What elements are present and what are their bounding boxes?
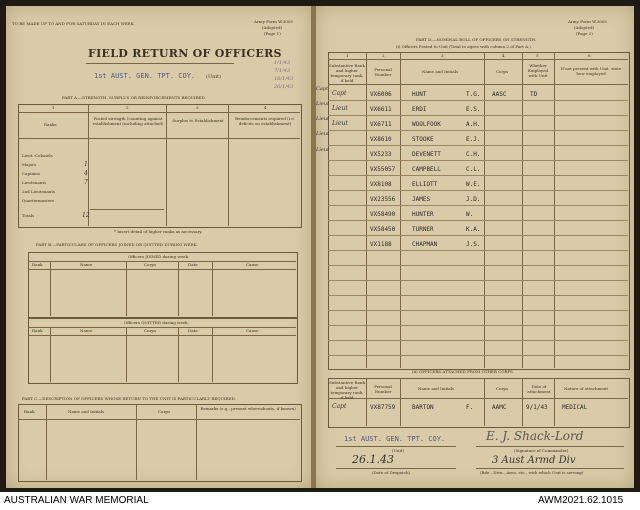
quitted-col-cause: Cause — [246, 328, 259, 333]
col-header-ranks: Ranks — [44, 122, 57, 127]
part-a-title: PART A.—STRENGTH, SURPLUS OR REINFORCEMENTS REQUIRED. — [62, 95, 206, 100]
unit-label-2: (Unit) — [392, 448, 404, 453]
part-c-col-rank: Rank — [24, 409, 35, 414]
roll-header-how-employed: If not present with Unit, state how employed — [560, 66, 622, 76]
part-d-sub: (i) Officers Posted to Unit (Total to agree with column 2 of Part A.) — [396, 44, 531, 49]
joined-col-cause: Cause — [246, 262, 259, 267]
roll-col-number-2: 2 — [382, 53, 385, 58]
col-header-posted: Posted strength (counting against establishment (including attached) — [92, 116, 164, 126]
col-number-2: 2 — [126, 105, 129, 110]
roll-col-number-5: 5 — [536, 53, 539, 58]
attached-header-name: Name and Initials — [418, 386, 455, 391]
col-number-4: 4 — [264, 105, 267, 110]
joined-title: Officers JOINED during week. — [128, 254, 190, 259]
quitted-col-corps: Corps — [144, 328, 156, 333]
attached-header-nature: Nature of attachment — [564, 386, 608, 391]
footer-credit: AUSTRALIAN WAR MEMORIAL — [4, 495, 149, 506]
unit-stamp: 1st AUST. GEN. TPT. COY. — [94, 72, 196, 80]
joined-col-corps: Corps — [144, 262, 156, 267]
part-c-col-remarks: Remarks (e.g., present whereabouts, if known) — [200, 406, 296, 411]
signature-label: (Signature of Commander) — [514, 448, 569, 453]
rank-totals: Totals — [22, 213, 35, 218]
col-number-3: 3 — [196, 105, 199, 110]
roll-header-corps: Corps — [496, 69, 508, 74]
header-note: TO BE MADE UP TO AND FOR SATURDAY IN EACH WEEK — [12, 21, 134, 26]
rank-2nd-lieutenants: 2nd Lieutenants — [22, 189, 56, 194]
posted-lieutenants: 7 — [84, 179, 88, 186]
margin-note-1: 1/1/43 — [274, 60, 291, 66]
quitted-col-date: Date — [188, 328, 198, 333]
roll-header-number: Personal Number — [374, 67, 392, 77]
margin-rank-1: Capt — [316, 86, 329, 92]
posted-totals: 12 — [82, 212, 90, 219]
despatch-date-label: (Date of Despatch) — [372, 470, 411, 475]
margin-rank-5: Lieut — [316, 147, 330, 153]
rank-quartermasters: Quartermasters — [22, 198, 55, 203]
rank-lieut-colonels: Lieut.-Colonels — [22, 153, 53, 158]
formation-handwritten: 3 Aust Armd Div — [492, 455, 576, 466]
roll-header-name: Name and Initials — [422, 69, 459, 74]
part-b-title: PART B.—PARTICULARS OF OFFICERS JOINED OR QUITTED DURING WEEK. — [36, 242, 198, 247]
col-number-1: 1 — [52, 105, 55, 110]
commander-signature: E. J. Shack-Lord — [486, 429, 584, 443]
army-form-label: Army Form W.3005 — [254, 19, 293, 24]
joined-col-name: Name — [80, 262, 93, 267]
unit-label: (Unit) — [206, 74, 221, 80]
rank-lieutenants: Lieutenants — [22, 180, 47, 185]
posted-majors: 1 — [84, 161, 88, 168]
quitted-col-name: Name — [80, 328, 93, 333]
quitted-title: Officers QUITTED during week. — [124, 320, 189, 325]
army-form-label-2: Army Form W.3005 — [568, 19, 607, 24]
attached-header-corps: Corps — [496, 386, 508, 391]
right-page: Army Form W.3005 (Adopted) (Page 2) PART D.—NOMINAL ROLL OF OFFICERS ON STRENGTH. (i) Officers Posted to Unit (Total to agree with column 2 of Part A.) 1 2 3 4 5 6 Substantive Rank and higher temporary rank, if held Personal Number Name and Initials Corps Whether Employed with Unit If not present with Unit, state how employed Capt Lieut Lieut Lieut Lieut Capt VX6006 HUNT T.G. AASC TD Lieut VX6611 ERDI E.S. Lieut VX6711 WOOLFOOK A.H. VX8610 STOOKE E.J. VX5233 DEVENETT C.H. VX55057 CAMPBELL C.L. VX8108 ELLIOTT W.E. VX23556 JAMES J.D. VX58490 HUNTER W. VX58450 TURNER K.A. VX1188 CHAPMAN J.S. (ii) OFFICERS ATTACHED FROM OTHER CORPS. Substantive Rank and higher temporary rank, if held Personal Number Name and Initials Corps Date of attachment Nature of attachment Capt VX87759 BARTON F. AAMC 9/1/43 MEDICAL 1st AUST. GEN. TPT. COY. (Unit) 26.1.43 (Date of Despatch) E. J. Shack-Lord (Signature of Commander) 3 Aust Armd Div (Bde., Divn., Area, etc., with which Unit is serving) — [316, 6, 634, 488]
part-c-col-corps: Corps — [158, 409, 170, 414]
joined-col-date: Date — [188, 262, 198, 267]
quitted-col-rank: Rank — [32, 328, 43, 333]
attached-header-number: Personal Number — [374, 384, 392, 394]
footer-accession: AWM2021.62.1015 — [538, 495, 624, 506]
roll-col-number-4: 4 — [502, 53, 505, 58]
roll-header-rank: Substantive Rank and higher temporary rank, if held — [329, 63, 365, 83]
unit-stamp-2: 1st AUST. GEN. TPT. COY. — [344, 435, 446, 443]
formation-label: (Bde., Divn., Area, etc., with which Unit is serving) — [480, 470, 584, 475]
part-c-table — [18, 404, 302, 482]
margin-note-4: 26/1/43 — [274, 84, 294, 90]
rank-majors: Majors — [22, 162, 37, 167]
margin-rank-4: Lieut — [316, 131, 330, 137]
attached-title: (ii) OFFICERS ATTACHED FROM OTHER CORPS. — [412, 369, 515, 374]
margin-note-2: 7/1/43 — [274, 68, 291, 74]
margin-note-3: 16/1/43 — [274, 76, 294, 82]
title-underline — [86, 63, 234, 64]
joined-col-rank: Rank — [32, 262, 43, 267]
adopted-label-2: (Adopted) — [574, 25, 595, 30]
margin-rank-3: Lieut — [316, 116, 330, 122]
rank-captains: Captains — [22, 171, 40, 176]
roll-header-employed: Whether Employed with Unit — [527, 63, 549, 78]
despatch-date: 26.1.43 — [352, 453, 394, 466]
adopted-label: (Adopted) — [262, 25, 283, 30]
roll-col-number-1: 1 — [346, 53, 349, 58]
form-title: FIELD RETURN OF OFFICERS — [88, 47, 282, 60]
margin-rank-2: Lieut — [316, 101, 330, 107]
page-label: (Page 1) — [264, 31, 281, 36]
footnote: * Insert detail of higher ranks as necessary. — [114, 229, 203, 234]
part-d-title: PART D.—NOMINAL ROLL OF OFFICERS ON STRENGTH. — [416, 37, 537, 42]
posted-captains: 4 — [84, 170, 88, 177]
roll-col-number-6: 6 — [588, 53, 591, 58]
left-page — [6, 6, 312, 488]
col-header-surplus: Surplus to Establishment — [172, 118, 224, 123]
attached-header-date: Date of attachment — [527, 384, 551, 394]
part-c-title: PART C.—DESCRIPTION OF OFFICERS WHOSE RETURN TO THE UNIT IS PARTICULARLY REQUIRED. — [22, 396, 236, 401]
page-label-2: (Page 2) — [576, 31, 593, 36]
col-header-reinforcements: Reinforcements required (i.e. deficits on establishment) — [235, 116, 295, 126]
part-c-col-name: Name and Initials — [68, 409, 105, 414]
roll-col-number-3: 3 — [441, 53, 444, 58]
attached-header-rank: Substantive Rank and higher temporary rank, if held — [329, 380, 365, 400]
